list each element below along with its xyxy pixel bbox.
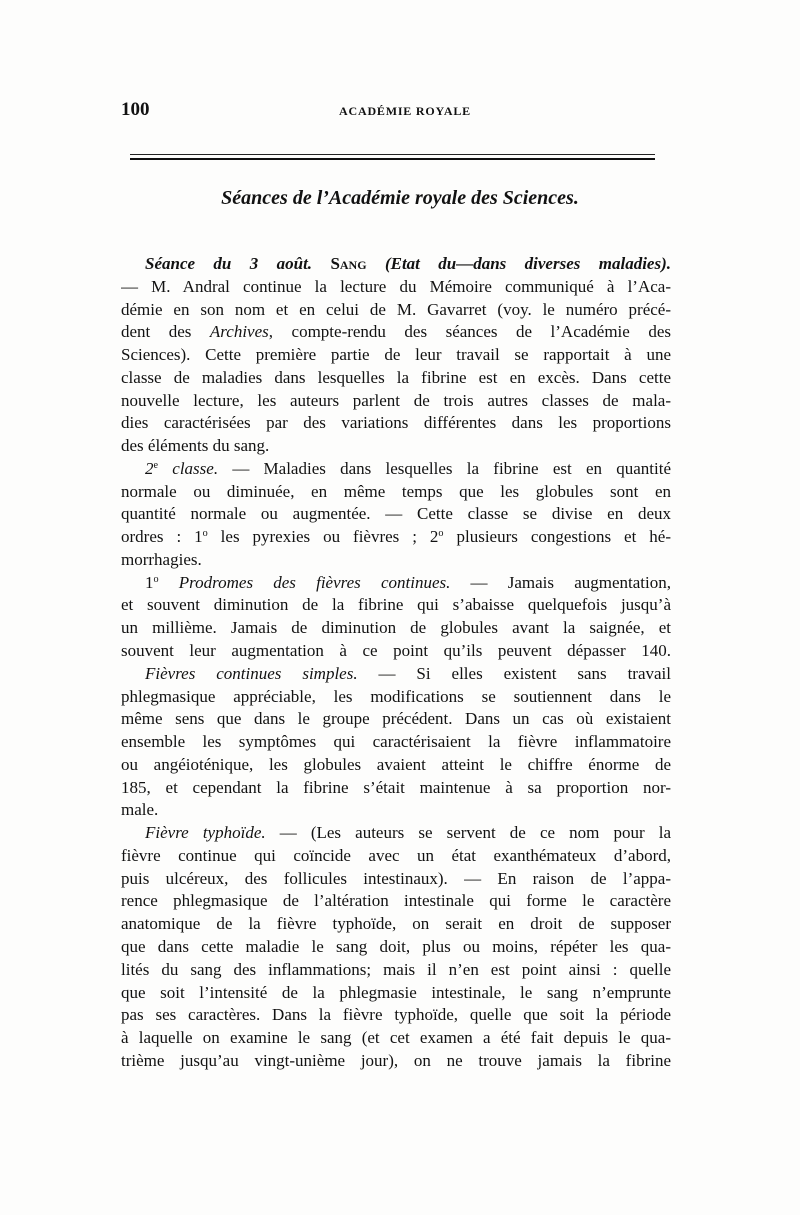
text-run: que soit l’intensité de la phlegmasie intestinale, le sang n’emprunte bbox=[121, 982, 671, 1002]
text-line bbox=[121, 321, 671, 344]
text-line bbox=[121, 686, 671, 709]
emphasis-run: Archives bbox=[209, 322, 269, 342]
text-line bbox=[121, 640, 671, 663]
text-line bbox=[121, 1027, 671, 1050]
text-run: nouvelle lecture, les auteurs parlent de trois autres classes de mala- bbox=[121, 390, 671, 410]
text-line bbox=[121, 390, 671, 413]
emphasis-run: 2 bbox=[145, 458, 154, 478]
text-line bbox=[121, 799, 671, 822]
text-line bbox=[121, 913, 671, 936]
text-line bbox=[121, 708, 671, 731]
text-line bbox=[121, 959, 671, 982]
emphasis-run: (Etat du—dans diverses maladies). bbox=[366, 254, 671, 273]
text-run: — Si elles existent sans travail bbox=[357, 663, 671, 683]
text-line bbox=[121, 458, 671, 481]
text-run: — Jamais augmentation, bbox=[450, 572, 671, 592]
text-run: rence phlegmasique de l’altération intestinale qui forme le caractère bbox=[121, 891, 671, 911]
emphasis-run: Prodromes des fièvres continues. bbox=[158, 572, 451, 592]
text-run: — Maladies dans lesquelles la fibrine est en quantité bbox=[218, 458, 671, 478]
text-run: les pyrexies ou fièvres ; 2 bbox=[207, 527, 439, 547]
text-line bbox=[121, 344, 671, 367]
superscript-run: e bbox=[153, 459, 159, 471]
text-run: fièvre continue qui coïncide avec un état exanthémateux d’abord, bbox=[121, 845, 671, 865]
text-line bbox=[121, 982, 671, 1005]
text-run: et souvent diminution de la fibrine qui s’abaisse quelquefois jusqu’à bbox=[121, 595, 671, 615]
text-run: démie en son nom et en celui de M. Gavarret (voy. le numéro précé- bbox=[121, 299, 671, 319]
superscript-run: o bbox=[438, 528, 444, 540]
text-line bbox=[121, 367, 671, 390]
text-run: ensemble les symptômes qui caractérisaient la fièvre inflammatoire bbox=[121, 732, 671, 752]
emphasis-run: Fièvre typhoïde. bbox=[145, 823, 266, 843]
text-run: classe de maladies dans lesquelles la fibrine est en excès. Dans cette bbox=[121, 367, 671, 387]
text-run: souvent leur augmentation à ce point qu’ils peuvent dépasser 140. bbox=[121, 641, 671, 661]
text-line bbox=[121, 253, 671, 276]
text-line bbox=[121, 1050, 671, 1073]
text-run: trième jusqu’au vingt-unième jour), on ne trouve jamais la fibrine bbox=[121, 1050, 671, 1070]
body-text bbox=[121, 253, 671, 1073]
text-line bbox=[121, 845, 671, 868]
text-line bbox=[121, 481, 671, 504]
superscript-run: o bbox=[153, 573, 159, 585]
text-line bbox=[121, 572, 671, 595]
text-line bbox=[121, 663, 671, 686]
text-run: lités du sang des inflammations; mais il n’en est point ainsi : quelle bbox=[121, 959, 671, 979]
text-line bbox=[121, 822, 671, 845]
text-line bbox=[121, 594, 671, 617]
superscript-run: o bbox=[202, 528, 208, 540]
text-run: pas ses caractères. Dans la fièvre typhoïde, quelle que soit la période bbox=[121, 1005, 671, 1025]
text-line bbox=[121, 617, 671, 640]
text-run: ordres : 1 bbox=[121, 527, 203, 547]
text-run: phlegmasique appréciable, les modifications se soutiennent dans le bbox=[121, 686, 671, 706]
text-run: 185, et cependant la fibrine s’était maintenue à sa proportion nor- bbox=[121, 777, 671, 797]
text-run: des éléments du sang. bbox=[121, 436, 270, 456]
text-line bbox=[121, 412, 671, 435]
emphasis-run: Sang bbox=[330, 254, 367, 273]
text-line bbox=[121, 299, 671, 322]
text-run: , compte-rendu des séances de l’Académie des bbox=[268, 322, 671, 342]
text-line bbox=[121, 549, 671, 572]
text-run: un millième. Jamais de diminution de globules avant la saignée, et bbox=[121, 618, 671, 638]
text-run: que dans cette maladie le sang doit, plus ou moins, répéter les qua- bbox=[121, 936, 671, 956]
text-run: puis ulcéreux, des follicules intestinaux). — En raison de l’appa- bbox=[121, 868, 671, 888]
text-run: même sens que dans le groupe précédent. Dans un cas où existaient bbox=[121, 709, 671, 729]
text-line bbox=[121, 526, 671, 549]
page-number: 100 bbox=[121, 99, 150, 120]
text-run: plusieurs congestions et hé- bbox=[443, 527, 671, 547]
emphasis-run: classe. bbox=[158, 458, 219, 478]
text-run: Sciences). Cette première partie de leur travail se rapportait à une bbox=[121, 345, 671, 365]
text-run: morrhagies. bbox=[121, 549, 202, 569]
text-run: normale ou diminuée, en même temps que les globules sont en bbox=[121, 481, 671, 501]
text-line bbox=[121, 435, 671, 458]
running-title: ACADÉMIE ROYALE bbox=[339, 104, 471, 118]
text-line bbox=[121, 936, 671, 959]
text-line bbox=[121, 1004, 671, 1027]
text-run: quantité normale ou augmentée. — Cette classe se divise en deux bbox=[121, 504, 671, 524]
text-run: male. bbox=[121, 800, 159, 820]
emphasis-run: Fièvres continues simples. bbox=[145, 663, 358, 683]
text-line bbox=[121, 777, 671, 800]
text-line bbox=[121, 503, 671, 526]
text-run: à laquelle on examine le sang (et cet examen a été fait depuis le qua- bbox=[121, 1028, 671, 1048]
section-title: Séances de l’Académie royale des Sciences. bbox=[221, 187, 579, 209]
text-line bbox=[121, 754, 671, 777]
text-run: dies caractérisées par des variations différentes dans les proportions bbox=[121, 413, 671, 433]
text-line bbox=[121, 276, 671, 299]
text-run: 1 bbox=[145, 572, 154, 592]
text-line bbox=[121, 731, 671, 754]
text-run: — M. Andral continue la lecture du Mémoire communiqué à l’Aca- bbox=[121, 276, 671, 296]
text-run: ou angéioténique, les globules avaient atteint le chiffre énorme de bbox=[121, 754, 671, 774]
text-run: — (Les auteurs se servent de ce nom pour la bbox=[265, 823, 671, 843]
header-double-rule bbox=[130, 154, 655, 160]
text-run: dent des bbox=[121, 322, 210, 342]
emphasis-run: Séance du 3 août. bbox=[145, 254, 331, 273]
text-line bbox=[121, 868, 671, 891]
text-line bbox=[121, 890, 671, 913]
text-run: anatomique de la fièvre typhoïde, on serait en droit de supposer bbox=[121, 914, 671, 934]
